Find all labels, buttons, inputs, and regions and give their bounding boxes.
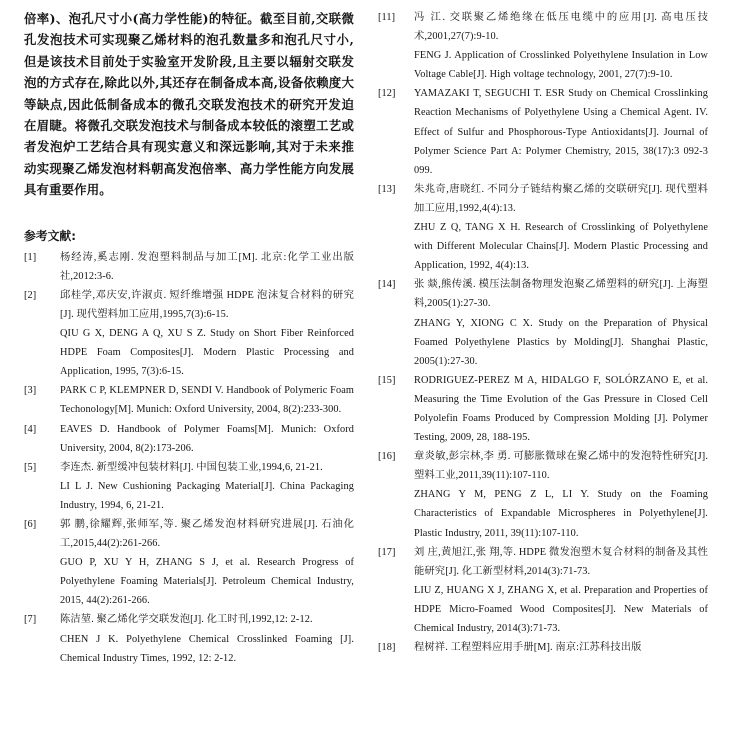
reference-text: 程树祥. 工程塑料应用手册[M]. 南京:江苏科技出版 bbox=[414, 642, 642, 654]
reference-text: GUO P, XU Y H, ZHANG S J, et al. Research Progress of Polyethylene Foaming Materials[J]. Petroleum Chemical Industry, 2015, 44(2):261-266. bbox=[60, 557, 354, 607]
reference-text: ZHANG Y, XIONG C X. Study on the Preparation of Physical Foamed Polyethylene Plastics by Molding[J]. Shanghai Plastic, 2005(1):27-30. bbox=[414, 317, 708, 367]
reference-item bbox=[378, 638, 708, 657]
reference-number: [17] bbox=[378, 546, 396, 558]
reference-text: FENG J. Application of Crosslinked Polyethylene Insulation in Low Voltage Cable[J]. High voltage technology, 2001, 27(7):9-10. bbox=[414, 50, 708, 81]
reference-text: PARK C P, KLEMPNER D, SENDI V. Handbook of Polymeric Foam Techonology[M]. Munich: Oxford University, 2004, 8(2):233-300. bbox=[60, 385, 354, 416]
reference-list-right bbox=[378, 8, 708, 657]
reference-item bbox=[24, 610, 354, 667]
reference-item bbox=[24, 420, 354, 458]
reference-text: 杨经涛,奚志刚. 发泡塑料制品与加工[M]. 北京:化学工业出版社,2012:3-6. bbox=[60, 251, 354, 282]
reference-text: YAMAZAKI T, SEGUCHI T. ESR Study on Chemical Crosslinking Reaction Mechanisms of Polyethylene Using a Chemical Agent. IV. Effect of Sulfur and Phosphorous-Type Antioxidants[J]. Journal of Polymer Science Part A: Polymer Chemistry, 2015, 38(17):3 092-3 099. bbox=[414, 88, 708, 176]
reference-text: 朱兆奇,唐晓红. 不同分子链结构聚乙烯的交联研究[J]. 现代塑料加工应用,1992,4(4):13. bbox=[414, 183, 708, 214]
reference-text: 郭 鹏,徐耀辉,张师军,等. 聚乙烯发泡材料研究进展[J]. 石油化工,2015,44(2):261-266. bbox=[60, 518, 354, 550]
reference-text: 邱桂学,邓庆安,许淑贞. 短纤维增强 HDPE 泡沫复合材料的研究[J]. 现代塑料加工应用,1995,7(3):6-15. bbox=[60, 289, 354, 320]
reference-text: 陈洁堃. 聚乙烯化学交联发泡[J]. 化工时刊,1992,12: 2-12. bbox=[60, 614, 313, 626]
reference-item bbox=[378, 84, 708, 179]
reference-number: [14] bbox=[378, 279, 396, 291]
reference-text: 章炎敏,彭宗林,李 勇. 可膨胀微球在聚乙烯中的发泡特性研究[J]. 塑料工业,2011,39(11):107-110. bbox=[414, 451, 708, 482]
reference-item bbox=[378, 8, 708, 84]
reference-text: CHEN J K. Polyethylene Chemical Crosslinked Foaming [J]. Chemical Industry Times, 1992, 12: 2-12. bbox=[60, 633, 354, 664]
reference-number: [6] bbox=[24, 518, 37, 530]
reference-number: [16] bbox=[378, 451, 396, 463]
reference-text: ZHANG Y M, PENG Z L, LI Y. Study on the Foaming Characteristics of Expandable Microspheres in Polyethylene[J]. Plastic Industry, 2011, 39(11):107-110. bbox=[414, 489, 708, 539]
reference-text: 冯 江. 交联聚乙烯绝缘在低压电缆中的应用[J]. 高电压技术,2001,27(7):9-10. bbox=[414, 12, 708, 43]
reference-item bbox=[378, 543, 708, 638]
reference-text: LI L J. New Cushioning Packaging Material[J]. China Packaging Industry, 1994, 6, 21-21. bbox=[60, 480, 354, 511]
reference-number: [7] bbox=[24, 614, 37, 626]
reference-number: [12] bbox=[378, 88, 396, 100]
reference-number: [3] bbox=[24, 385, 37, 397]
reference-number: [5] bbox=[24, 461, 37, 473]
references-heading: 参考文献: bbox=[24, 228, 76, 243]
left-column bbox=[24, 0, 354, 668]
reference-item bbox=[24, 458, 354, 515]
reference-item bbox=[378, 447, 708, 542]
reference-text: EAVES D. Handbook of Polymer Foams[M]. Munich: Oxford University, 2004, 8(2):173-206. bbox=[60, 423, 354, 454]
reference-text: RODRIGUEZ-PEREZ M A, HIDALGO F, SOLÓRZANO E, et al. Measuring the Time Evolution of the Gas Pressure in Closed Cell Polyolefin Foams Produced by Compression Molding [J]. Polymer Testing, 2009, 28, 188-195. bbox=[414, 374, 708, 444]
right-column bbox=[378, 8, 708, 657]
reference-number: [1] bbox=[24, 251, 37, 263]
reference-item bbox=[24, 286, 354, 381]
reference-text: 张 燚,熊传溪. 模压法制备物理发泡聚乙烯塑料的研究[J]. 上海塑料,2005(1):27-30. bbox=[414, 279, 708, 310]
reference-number: [2] bbox=[24, 289, 37, 301]
reference-number: [18] bbox=[378, 642, 396, 654]
reference-text: QIU G X, DENG A Q, XU S Z. Study on Short Fiber Reinforced HDPE Foam Composites[J]. Modern Plastic Processing and Application, 1995, 7(3):6-15. bbox=[60, 328, 354, 378]
reference-number: [11] bbox=[378, 12, 396, 23]
body-paragraph: 倍率)、泡孔尺寸小(高力学性能)的特征。截至目前,交联微孔发泡技术可实现聚乙烯材料的泡孔数量多和泡孔尺寸小,但是该技术目前处于实验室开发阶段,且主要以辐射交联发泡的方式存在,除此以外,其还存在制备成本高,设备依赖度大等缺点,因此低制备成本的微孔交联发泡技术的研究开发迫在眉睫。将微孔交联发泡技术与制备成本较低的滚塑工艺或者发泡炉工艺结合具有现实意义和深远影响,其对于未来推动实现聚乙烯发泡材料朝高发泡倍率、高力学性能方向发展具有重要作用。 bbox=[24, 11, 354, 198]
reference-text: 刘 庄,黄旭江,张 翔,等. HDPE 微发泡塑木复合材料的制备及其性能研究[J]. 化工新型材料,2014(3):71-73. bbox=[414, 546, 708, 577]
reference-text: LIU Z, HUANG X J, ZHANG X, et al. Preparation and Properties of HDPE Micro-Foamed Wood Composites[J]. New Materials of Chemical Industry, 2014(3):71-73. bbox=[414, 584, 708, 634]
reference-item bbox=[24, 515, 354, 610]
reference-item bbox=[378, 371, 708, 447]
reference-item bbox=[24, 381, 354, 419]
reference-list-left bbox=[24, 248, 354, 668]
reference-number: [15] bbox=[378, 374, 396, 386]
reference-item bbox=[378, 275, 708, 370]
reference-item bbox=[24, 248, 354, 286]
reference-text: 李连杰. 新型缓冲包装材料[J]. 中国包装工业,1994,6, 21-21. bbox=[60, 461, 323, 473]
reference-number: [13] bbox=[378, 183, 396, 195]
reference-item bbox=[378, 180, 708, 275]
reference-number: [4] bbox=[24, 423, 37, 435]
reference-text: ZHU Z Q, TANG X H. Research of Crosslinking of Polyethylene with Different Molecular Chains[J]. Modern Plastic Processing and Application, 1992, 4(4):13. bbox=[414, 222, 708, 272]
